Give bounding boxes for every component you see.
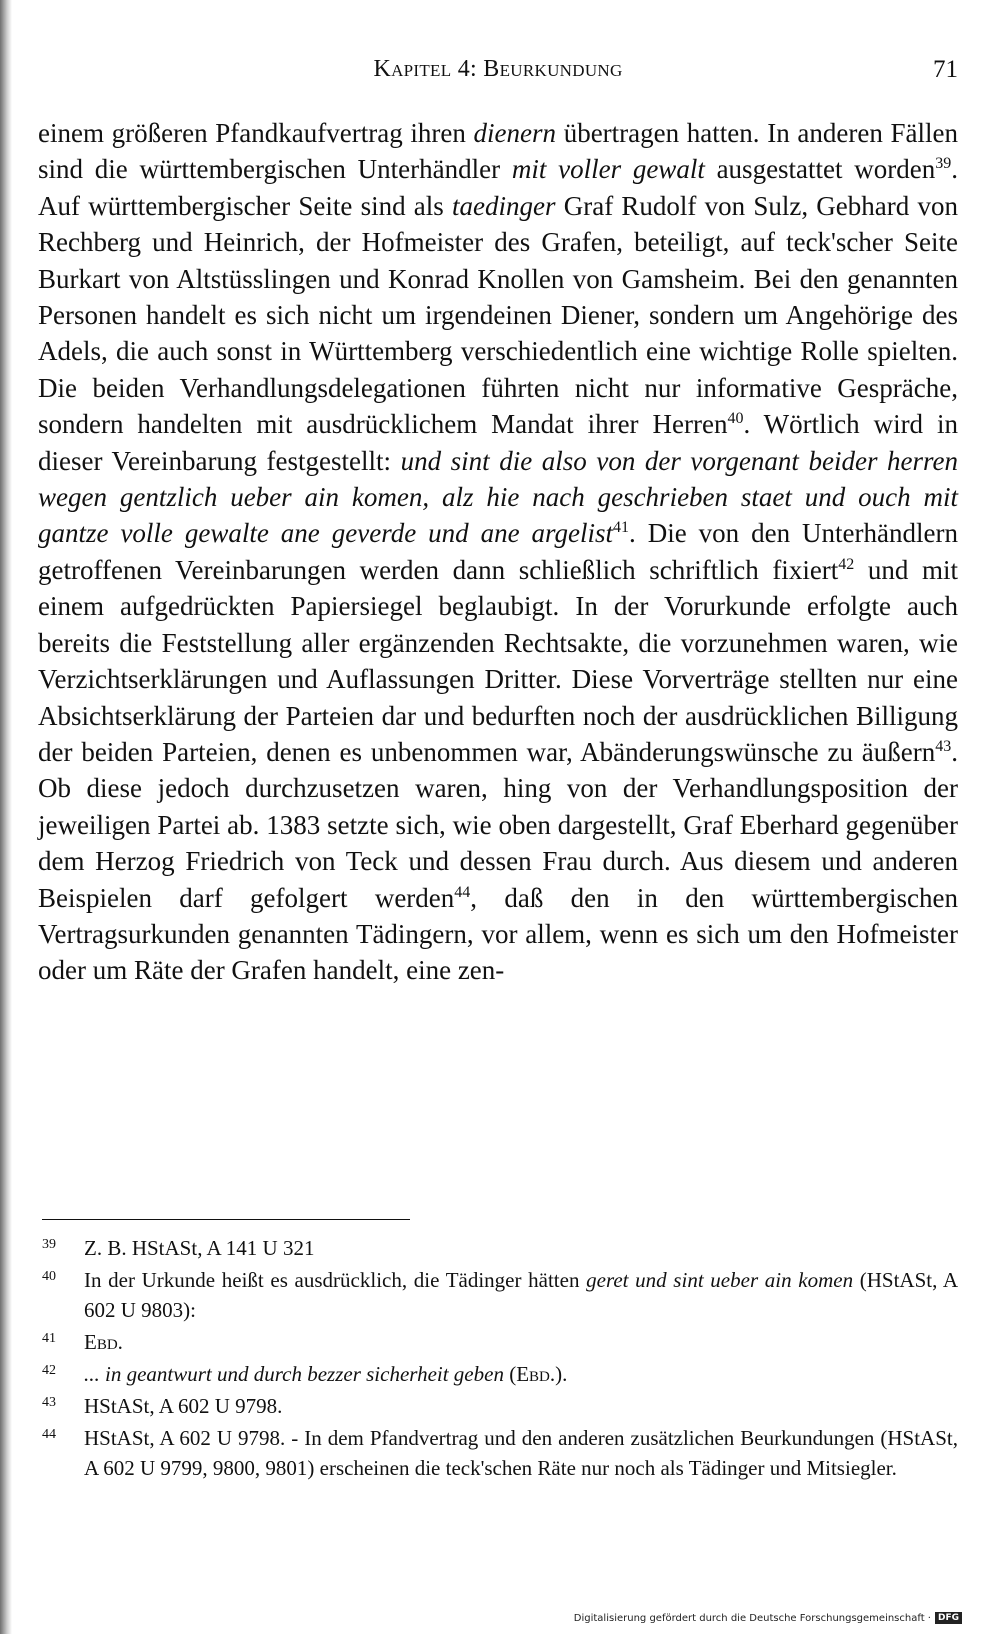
footnote-marker: 40 xyxy=(727,410,744,428)
footnote-number: 40 xyxy=(42,1269,56,1284)
text-run: , daß den in den württembergischen Vertragsurkunden genannten Tädingern, vor allem, wenn es sich um den Hofmeister oder um Räte der Grafen handelt, eine zen- xyxy=(38,882,958,986)
footnote-text: ( xyxy=(503,1362,517,1386)
footnote-44 xyxy=(38,1423,958,1483)
italic-quote: und sint die also von der vorgenant beider herren wegen gentzlich ueber ain komen, alz hie nach geschrieben staet und ouch mit gantze volle gewalte ane geverde und ane argelist xyxy=(38,445,958,549)
footnote-number: 44 xyxy=(42,1427,56,1442)
italic-quote: mit voller gewalt xyxy=(511,154,705,185)
footnote-number: 39 xyxy=(42,1237,56,1252)
page-edge-shadow xyxy=(0,0,12,1634)
footnote-marker: 39 xyxy=(935,155,952,173)
footnote-42 xyxy=(38,1359,958,1389)
footnote-divider xyxy=(42,1219,410,1220)
dfg-logo: DFG xyxy=(935,1612,962,1624)
footnote-marker: 44 xyxy=(454,883,471,901)
footnote-41 xyxy=(38,1327,958,1357)
footnote-marker: 41 xyxy=(613,519,630,537)
text-run: . Ob diese jedoch durchzusetzen waren, hing von der Verhandlungsposition der jeweiligen Partei ab. 1383 setzte sich, wie oben dargestellt, Graf Eberhard gegenüber dem Herzog Friedrich von Teck und dessen Frau durch. Aus diesem und anderen Beispielen darf gefolgert werden xyxy=(38,736,958,913)
footnote-text: Ebd. xyxy=(84,1330,123,1354)
credit-text: Digitalisierung gefördert durch die Deutsche Forschungsgemeinschaft · xyxy=(573,1612,931,1624)
footnotes xyxy=(38,1233,958,1485)
chapter-title: Kapitel 4: Beurkundung xyxy=(373,56,623,82)
page-number: 71 xyxy=(933,56,958,83)
footnote-number: 43 xyxy=(42,1395,56,1410)
footnote-text: HStASt, A 602 U 9798. - In dem Pfandvertrag und den anderen zusätzlichen Beurkundungen (HStASt, A 602 U 9799, 9800, 9801) erscheinen die teck'schen Räte nur noch als Tädinger und Mitsiegler. xyxy=(84,1426,958,1480)
text-run: . Wörtlich wird in dieser Vereinbarung festgestellt: xyxy=(38,409,959,476)
text-run: . Die von den Unterhändlern getroffenen Vereinbarungen werden dann schließlich schriftlich fixiert xyxy=(38,518,958,585)
italic-quote: taedinger xyxy=(452,190,556,221)
footnote-text: In der Urkunde heißt es ausdrücklich, die Tädinger hätten xyxy=(84,1268,587,1292)
footnote-text: ). xyxy=(555,1362,568,1386)
body-text xyxy=(38,115,958,989)
running-head xyxy=(38,56,958,86)
footnote-text: Ebd. xyxy=(516,1362,556,1386)
footnote-text: (HStASt, A 602 U 9803): xyxy=(84,1268,959,1322)
footnote-marker: 43 xyxy=(935,737,952,755)
text-run: . Auf württembergischer Seite sind als xyxy=(38,154,958,221)
text-run: Graf Rudolf von Sulz, Gebhard von Rechberg und Heinrich, der Hofmeister des Grafen, beteiligt, auf teck'scher Seite Burkart von Altstüsslingen und Konrad Knollen von Gamsheim. Bei den genannten Personen handelt es sich nicht um irgendeinen Diener, sondern um Angehörige des Adels, die auch sonst in Württemberg verschiedentlich eine wichtige Rolle spielten. Die beiden Verhandlungsdelegationen führten nicht nur informative Gespräche, sondern handelten mit ausdrücklichem Mandat ihrer Herren xyxy=(38,190,958,440)
text-run: ausgestattet worden xyxy=(704,154,936,185)
footnote-text: HStASt, A 602 U 9798. xyxy=(84,1394,283,1418)
footnote-text: Z. B. HStASt, A 141 U 321 xyxy=(84,1236,315,1260)
footnote-39 xyxy=(38,1233,958,1263)
footnote-number: 42 xyxy=(42,1363,56,1378)
italic-quote: dienern xyxy=(473,118,557,148)
body-paragraph xyxy=(38,115,958,989)
book-page xyxy=(38,0,958,1634)
footnote-number: 41 xyxy=(42,1331,56,1346)
footnote-italic: geret und sint ueber ain komen xyxy=(586,1268,854,1292)
footnote-marker: 42 xyxy=(838,555,855,573)
digitization-credit xyxy=(574,1612,962,1624)
footnote-italic: ... in geantwurt und durch bezzer sicherheit geben xyxy=(84,1362,504,1386)
text-run: und mit einem aufgedrückten Papiersiegel beglaubigt. In der Vorurkunde erfolgte auch bereits die Feststellung aller ergänzenden Rechtsakte, die vorzunehmen waren, wie Verzichtserklärungen und Auflassungen Dritter. Diese Vorverträge stellten nur eine Absichtserklärung der Parteien dar und bedurften noch der ausdrücklichen Billigung der beiden Parteien, denen es unbenommen war, Abänderungswünsche zu äußern xyxy=(38,554,958,767)
text-run: übertragen hatten. In anderen Fällen sind die württembergischen Unterhändler xyxy=(38,118,958,185)
footnote-43 xyxy=(38,1391,958,1421)
text-run: einem größeren Pfandkaufvertrag ihren xyxy=(38,118,474,148)
footnote-40 xyxy=(38,1265,958,1325)
